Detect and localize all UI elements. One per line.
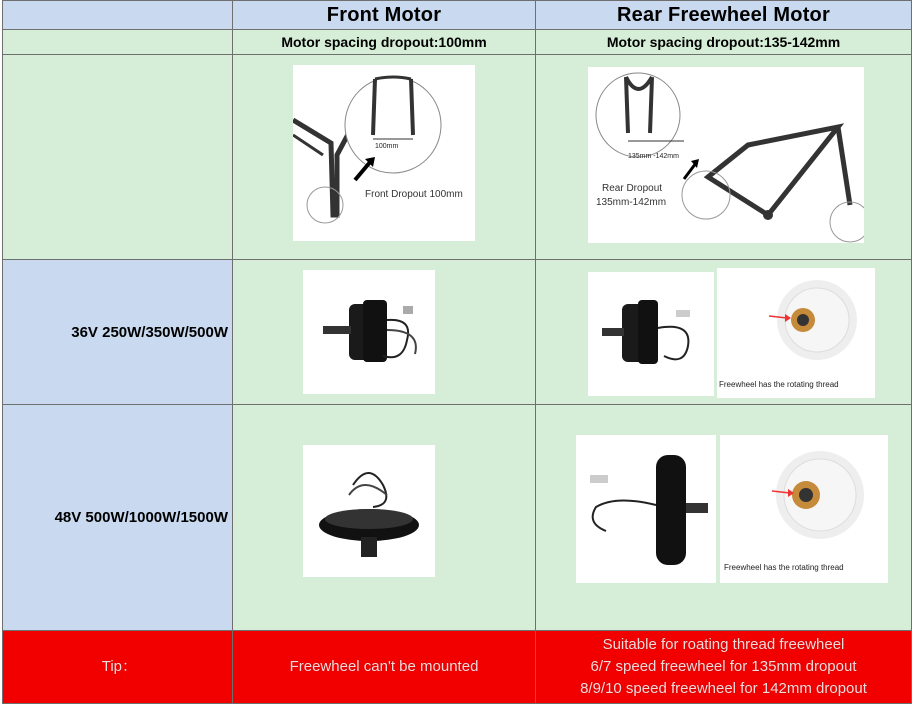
header-empty-cell	[3, 1, 233, 30]
front-fork-diagram	[293, 65, 475, 241]
rear-dropout-caption-2: 135mm-142mm	[596, 197, 667, 208]
front-motor-header: Front Motor	[233, 1, 536, 30]
front-spacing-label: Motor spacing dropout:100mm	[233, 30, 536, 55]
front-motor-48v-photo	[303, 445, 435, 577]
rear-motor-header: Rear Freewheel Motor	[536, 1, 912, 30]
motor-comparison-table	[2, 0, 912, 704]
spacing-row	[3, 30, 912, 55]
header-row	[3, 1, 912, 30]
freewheel-48v-caption: Freewheel has the rotating thread	[724, 563, 844, 572]
rear-motor-48v-photo	[576, 435, 716, 583]
front-motor-36v-photo	[303, 270, 435, 394]
tip-rear-line-3: 8/9/10 speed freewheel for 142mm dropout	[580, 680, 867, 697]
front-dropout-caption: Front Dropout 100mm	[365, 189, 463, 200]
rear-motor-36v-photo	[588, 272, 714, 396]
row-36v-front-cell	[233, 260, 536, 405]
freewheel-36v-caption: Freewheel has the rotating thread	[719, 380, 839, 389]
freewheel-36v-photo	[717, 268, 875, 398]
row-48v	[3, 405, 912, 631]
tip-rear-text	[536, 631, 912, 704]
rear-frame-diagram	[588, 67, 864, 243]
dropout-empty-cell	[3, 55, 233, 260]
row-36v-label: 36V 250W/350W/500W	[3, 260, 233, 405]
row-48v-front-cell	[233, 405, 536, 631]
tip-rear-line-2: 6/7 speed freewheel for 135mm dropout	[590, 658, 857, 675]
row-48v-rear-cell	[536, 405, 912, 631]
front-measure-label: 100mm	[375, 143, 399, 150]
row-36v	[3, 260, 912, 405]
row-36v-rear-cell	[536, 260, 912, 405]
dropout-row	[3, 55, 912, 260]
rear-dropout-caption-1: Rear Dropout	[602, 183, 663, 194]
tip-rear-line-1: Suitable for roating thread freewheel	[602, 636, 845, 653]
rear-spacing-label: Motor spacing dropout:135-142mm	[536, 30, 912, 55]
freewheel-48v-photo	[720, 435, 888, 583]
tip-label: Tip：	[3, 631, 233, 704]
tip-row	[3, 631, 912, 704]
rear-measure-label: 135mm -142mm	[628, 153, 679, 160]
spacing-empty-cell	[3, 30, 233, 55]
front-dropout-cell	[233, 55, 536, 260]
rear-dropout-cell	[536, 55, 912, 260]
tip-front-text: Freewheel can't be mounted	[233, 631, 536, 704]
row-48v-label: 48V 500W/1000W/1500W	[3, 405, 233, 631]
